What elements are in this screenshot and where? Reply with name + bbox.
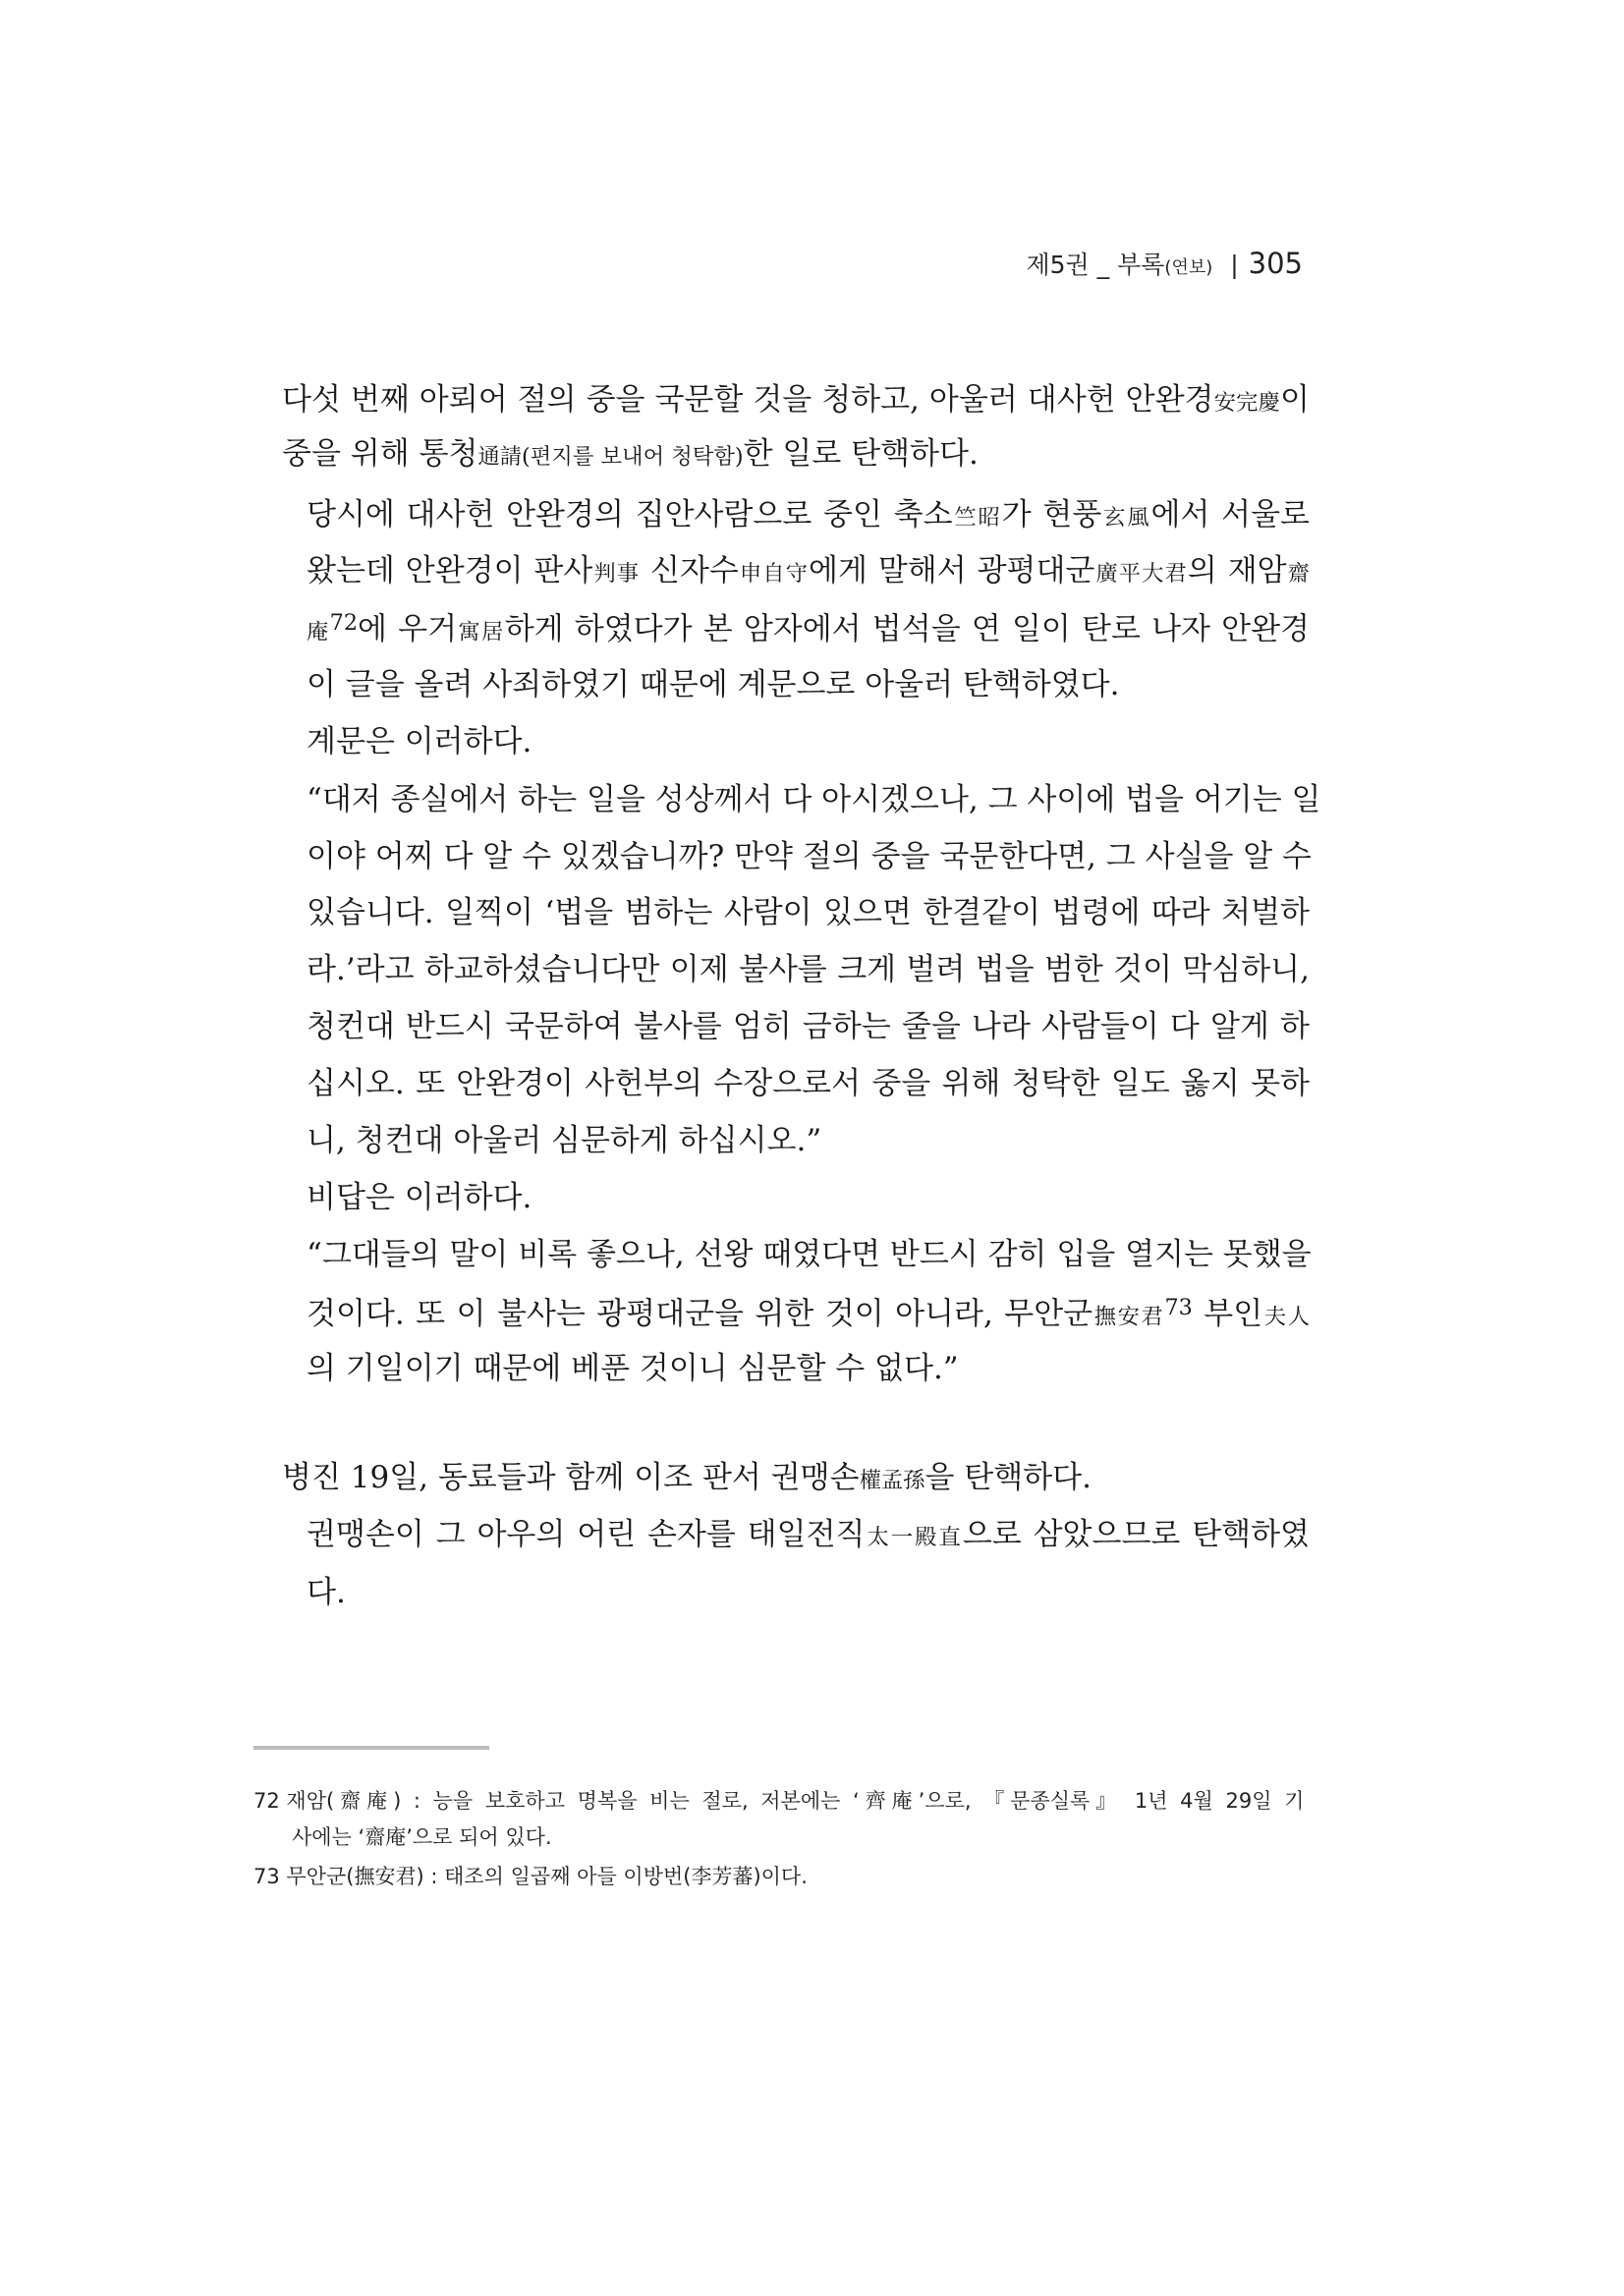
hanja-gloss: 玄風 bbox=[1101, 505, 1151, 531]
hanja-gloss: 廣平大君 bbox=[1094, 561, 1188, 587]
hanja-gloss: 齋 bbox=[1286, 561, 1310, 587]
note-text: 의 재암 bbox=[1187, 553, 1287, 588]
hanja-gloss: 權孟孫 bbox=[859, 1468, 925, 1493]
gyemun-line: “대저 종실에서 하는 일을 성상께서 다 아시겠으나, 그 사이에 법을 어기는 일 bbox=[307, 782, 1321, 817]
note-text: 에서 서울로 bbox=[1150, 497, 1310, 532]
inline-note: (편지를 보내어 청탁함) bbox=[522, 444, 744, 470]
entry2-note-line2: 다. bbox=[307, 1575, 346, 1610]
header-divider: | bbox=[1230, 251, 1239, 279]
note-text: 에게 말해서 광평대군 bbox=[809, 553, 1095, 588]
entry1-heading-line2 bbox=[282, 436, 979, 472]
hanja-gloss: 太一殿直 bbox=[865, 1525, 963, 1550]
heading-text: 병진 19일, 동료들과 함께 이조 판서 권맹손 bbox=[282, 1460, 860, 1495]
note-text: 으로 삼았으므로 탄핵하였 bbox=[962, 1517, 1311, 1552]
heading-text: 이 bbox=[1280, 382, 1310, 418]
heading-text: 중을 위해 통청 bbox=[282, 436, 478, 472]
volume-label: 제5권 bbox=[1026, 251, 1090, 279]
bidap-text: 부인 bbox=[1192, 1296, 1263, 1332]
note-text: 당시에 대사헌 안완경의 집안사람으로 중인 축소 bbox=[307, 497, 953, 532]
bidap-line3: 의 기일이기 때문에 베푼 것이니 심문할 수 없다.” bbox=[307, 1351, 959, 1386]
gyemun-line: 니, 청컨대 아울러 심문하게 하십시오.” bbox=[307, 1123, 822, 1158]
note-text: 에 우거 bbox=[358, 611, 458, 647]
heading-text: 다섯 번째 아뢰어 절의 중을 국문할 것을 청하고, 아울러 대사헌 안완경 bbox=[282, 382, 1214, 418]
note-text: 하게 하였다가 본 암자에서 법석을 연 일이 탄로 나자 안완경 bbox=[504, 611, 1311, 647]
page-number: 305 bbox=[1248, 247, 1303, 280]
hanja-gloss: 夫人 bbox=[1262, 1304, 1311, 1330]
footnote-ref: 73 bbox=[1164, 1295, 1193, 1320]
gyemun-line: 있습니다. 일찍이 ‘법을 범하는 사람이 있으면 한결같이 법령에 따라 처벌하 bbox=[307, 895, 1310, 930]
hanja-gloss: 安完慶 bbox=[1213, 390, 1281, 416]
entry1-note-line3 bbox=[307, 610, 1311, 647]
header-dash: _ bbox=[1096, 251, 1110, 279]
gyemun-intro: 계문은 이러하다. bbox=[307, 724, 532, 759]
entry1-note-line1 bbox=[307, 497, 1310, 532]
hanja-gloss: 通請 bbox=[477, 444, 523, 470]
gyemun-line: 십시오. 또 안완경이 사헌부의 수장으로서 중을 위해 청탁한 일도 옳지 못하 bbox=[307, 1066, 1310, 1101]
gyemun-line: 청컨대 반드시 국문하여 불사를 엄히 금하는 줄을 나라 사람들이 다 알게 하 bbox=[307, 1009, 1310, 1044]
footnote-number: 73 bbox=[253, 1865, 280, 1888]
section-sub-label: (연보) bbox=[1164, 257, 1213, 278]
gyemun-line: 이야 어찌 다 알 수 있겠습니까? 만약 절의 중을 국문한다면, 그 사실을 알 수 bbox=[307, 839, 1313, 874]
footnote-text: 무안군(撫安君) : 태조의 일곱째 아들 이방번(李芳蕃)이다. bbox=[286, 1865, 808, 1888]
note-text: 권맹손이 그 아우의 어린 손자를 태일전직 bbox=[307, 1517, 866, 1552]
running-header bbox=[1026, 246, 1303, 281]
note-text: 왔는데 안완경이 판사 bbox=[307, 553, 593, 588]
entry1-heading-line1 bbox=[282, 382, 1310, 418]
footnote-ref: 72 bbox=[329, 610, 359, 636]
footnote-73 bbox=[253, 1867, 808, 1887]
section-label: 부록 bbox=[1117, 251, 1165, 279]
heading-text: 을 탄핵하다. bbox=[924, 1460, 1092, 1495]
hanja-gloss: 撫安君 bbox=[1092, 1304, 1165, 1330]
hanja-gloss: 寓居 bbox=[457, 619, 505, 645]
hanja-gloss: 竺昭 bbox=[952, 505, 1002, 531]
bidap-text: 것이다. 또 이 불사는 광평대군을 위한 것이 아니라, 무안군 bbox=[307, 1296, 1093, 1332]
note-text: 신자수 bbox=[640, 553, 739, 588]
hanja-gloss: 判事 bbox=[592, 561, 641, 587]
bidap-intro: 비답은 이러하다. bbox=[307, 1180, 532, 1215]
footnote-rule bbox=[253, 1746, 489, 1750]
footnote-text: 재암(齋庵) : 능을 보호하고 명복을 비는 절로, 저본에는 ‘齊庵’으로, 『문종실록』 1년 4월 29일 기 bbox=[286, 1789, 1305, 1813]
footnote-72 bbox=[253, 1791, 1304, 1812]
gyemun-line: 라.’라고 하교하셨습니다만 이제 불사를 크게 벌려 법을 범한 것이 막심하니, bbox=[307, 952, 1310, 987]
entry2-heading bbox=[282, 1460, 1092, 1495]
hanja-gloss: 庵 bbox=[307, 619, 330, 645]
note-text: 가 현풍 bbox=[1001, 497, 1102, 532]
footnote-number: 72 bbox=[253, 1789, 280, 1813]
heading-text: 한 일로 탄핵하다. bbox=[743, 436, 979, 472]
footnote-72-cont: 사에는 ‘齋庵’으로 되어 있다. bbox=[292, 1825, 552, 1849]
bidap-line1: “그대들의 말이 비록 좋으나, 선왕 때였다면 반드시 감히 입을 열지는 못했을 bbox=[307, 1237, 1312, 1272]
entry1-note-line4: 이 글을 올려 사죄하였기 때문에 계문으로 아울러 탄핵하였다. bbox=[307, 667, 1120, 702]
entry2-note-line1 bbox=[307, 1517, 1311, 1552]
entry1-note-line2 bbox=[307, 553, 1310, 588]
hanja-gloss: 申自守 bbox=[738, 561, 810, 587]
bidap-line2 bbox=[307, 1295, 1311, 1332]
